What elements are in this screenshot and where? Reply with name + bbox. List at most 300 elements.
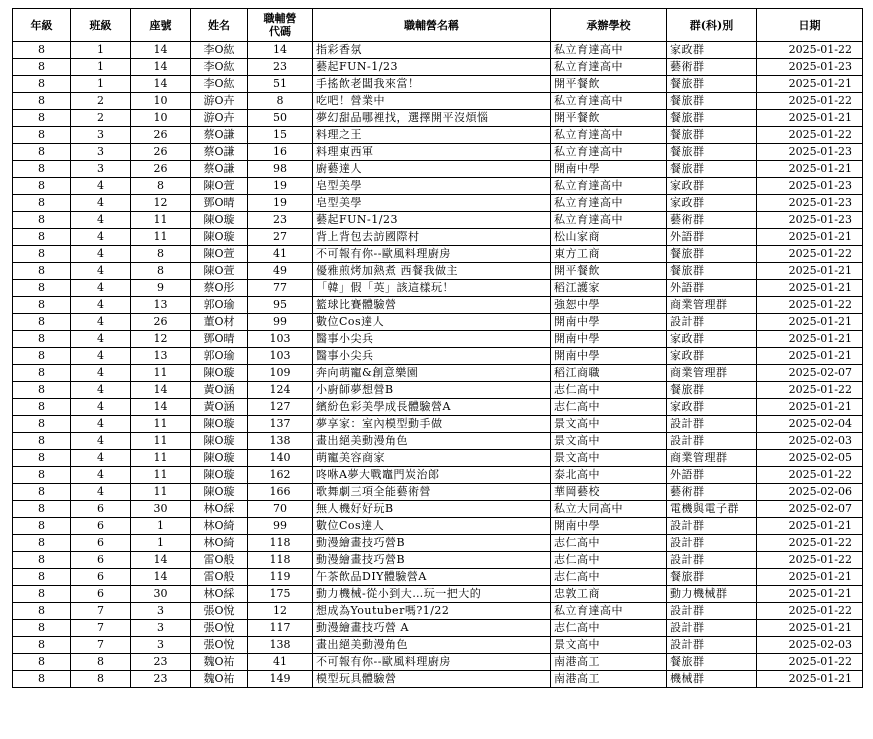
cell-camp-name: 動力機械-從小到大…玩一把大的 <box>313 586 551 603</box>
cell-grade: 8 <box>13 416 71 433</box>
table-row <box>13 110 863 127</box>
table-row <box>13 569 863 586</box>
cell-group: 設計群 <box>667 637 757 654</box>
cell-grade: 8 <box>13 552 71 569</box>
cell-name: 林O綵 <box>191 501 248 518</box>
cell-name: 林O綵 <box>191 586 248 603</box>
cell-date: 2025-01-21 <box>757 671 863 688</box>
cell-school: 忠敦工商 <box>551 586 667 603</box>
cell-camp-code: 137 <box>248 416 313 433</box>
cell-grade: 8 <box>13 654 71 671</box>
cell-group: 動力機械群 <box>667 586 757 603</box>
cell-school: 景文高中 <box>551 450 667 467</box>
header-camp-code-line: 職輔營 <box>263 12 297 25</box>
cell-camp-name: 小廚師夢想營B <box>313 382 551 399</box>
cell-camp-name: 不可報有你--歐風料理廚房 <box>313 246 551 263</box>
cell-date: 2025-01-22 <box>757 42 863 59</box>
cell-camp-code: 23 <box>248 212 313 229</box>
cell-camp-name: 歌舞劇三項全能藝術營 <box>313 484 551 501</box>
cell-date: 2025-01-22 <box>757 654 863 671</box>
table-body <box>13 42 863 688</box>
cell-grade: 8 <box>13 484 71 501</box>
cell-group: 外語群 <box>667 280 757 297</box>
cell-camp-name: 畫出絕美動漫角色 <box>313 433 551 450</box>
cell-camp-name: 藝起FUN-1/23 <box>313 212 551 229</box>
cell-class: 6 <box>71 552 131 569</box>
cell-seat: 30 <box>131 501 191 518</box>
cell-group: 機械群 <box>667 671 757 688</box>
cell-seat: 8 <box>131 178 191 195</box>
table-row <box>13 484 863 501</box>
cell-date: 2025-01-21 <box>757 280 863 297</box>
cell-camp-name: 動漫繪畫技巧營B <box>313 535 551 552</box>
table-row <box>13 603 863 620</box>
cell-date: 2025-01-21 <box>757 76 863 93</box>
cell-group: 電機與電子群 <box>667 501 757 518</box>
cell-grade: 8 <box>13 110 71 127</box>
cell-group: 設計群 <box>667 603 757 620</box>
table-row <box>13 501 863 518</box>
cell-class: 6 <box>71 586 131 603</box>
cell-school: 志仁高中 <box>551 552 667 569</box>
table-row <box>13 637 863 654</box>
cell-date: 2025-01-23 <box>757 195 863 212</box>
cell-date: 2025-02-05 <box>757 450 863 467</box>
cell-class: 4 <box>71 399 131 416</box>
cell-camp-code: 41 <box>248 654 313 671</box>
cell-name: 蔡O彤 <box>191 280 248 297</box>
header-grade: 年級 <box>13 9 71 42</box>
cell-name: 張O悅 <box>191 620 248 637</box>
cell-seat: 30 <box>131 586 191 603</box>
cell-class: 3 <box>71 161 131 178</box>
cell-grade: 8 <box>13 399 71 416</box>
cell-seat: 14 <box>131 59 191 76</box>
cell-grade: 8 <box>13 603 71 620</box>
cell-name: 蔡O謙 <box>191 144 248 161</box>
cell-grade: 8 <box>13 348 71 365</box>
cell-group: 設計群 <box>667 433 757 450</box>
cell-name: 雷O般 <box>191 569 248 586</box>
cell-class: 4 <box>71 433 131 450</box>
cell-date: 2025-01-22 <box>757 552 863 569</box>
cell-grade: 8 <box>13 263 71 280</box>
cell-grade: 8 <box>13 365 71 382</box>
cell-camp-code: 19 <box>248 195 313 212</box>
cell-camp-code: 41 <box>248 246 313 263</box>
cell-camp-name: 數位Cos達人 <box>313 518 551 535</box>
cell-class: 4 <box>71 348 131 365</box>
cell-seat: 3 <box>131 620 191 637</box>
cell-grade: 8 <box>13 93 71 110</box>
cell-grade: 8 <box>13 59 71 76</box>
table-row <box>13 671 863 688</box>
cell-date: 2025-01-23 <box>757 178 863 195</box>
header-school: 承辦學校 <box>551 9 667 42</box>
cell-class: 4 <box>71 263 131 280</box>
table-row <box>13 263 863 280</box>
cell-name: 鄧O晴 <box>191 331 248 348</box>
cell-grade: 8 <box>13 331 71 348</box>
cell-group: 餐旅群 <box>667 144 757 161</box>
cell-date: 2025-02-03 <box>757 433 863 450</box>
cell-grade: 8 <box>13 195 71 212</box>
cell-seat: 13 <box>131 348 191 365</box>
table-row <box>13 654 863 671</box>
cell-group: 餐旅群 <box>667 654 757 671</box>
cell-group: 餐旅群 <box>667 76 757 93</box>
table-row <box>13 552 863 569</box>
cell-date: 2025-01-21 <box>757 620 863 637</box>
cell-camp-name: 料理之王 <box>313 127 551 144</box>
cell-camp-name: 午茶飲品DIY體驗營A <box>313 569 551 586</box>
cell-school: 志仁高中 <box>551 620 667 637</box>
table-row <box>13 586 863 603</box>
cell-name: 林O綺 <box>191 535 248 552</box>
cell-date: 2025-01-22 <box>757 535 863 552</box>
cell-grade: 8 <box>13 671 71 688</box>
cell-grade: 8 <box>13 246 71 263</box>
cell-camp-code: 16 <box>248 144 313 161</box>
cell-camp-code: 98 <box>248 161 313 178</box>
cell-camp-code: 23 <box>248 59 313 76</box>
cell-grade: 8 <box>13 450 71 467</box>
cell-class: 4 <box>71 178 131 195</box>
table-row <box>13 348 863 365</box>
cell-grade: 8 <box>13 42 71 59</box>
cell-name: 陳O璇 <box>191 365 248 382</box>
cell-grade: 8 <box>13 620 71 637</box>
cell-class: 7 <box>71 603 131 620</box>
cell-school: 私立大同高中 <box>551 501 667 518</box>
cell-school: 開南中學 <box>551 314 667 331</box>
cell-name: 黃O涵 <box>191 399 248 416</box>
cell-camp-code: 119 <box>248 569 313 586</box>
cell-camp-code: 27 <box>248 229 313 246</box>
cell-class: 6 <box>71 501 131 518</box>
table-row <box>13 297 863 314</box>
cell-date: 2025-02-07 <box>757 365 863 382</box>
cell-name: 陳O萱 <box>191 246 248 263</box>
cell-name: 陳O萱 <box>191 178 248 195</box>
cell-camp-code: 118 <box>248 535 313 552</box>
cell-camp-code: 19 <box>248 178 313 195</box>
cell-group: 餐旅群 <box>667 246 757 263</box>
cell-camp-code: 99 <box>248 518 313 535</box>
cell-name: 陳O璇 <box>191 229 248 246</box>
cell-school: 開平餐飲 <box>551 76 667 93</box>
cell-name: 郭O瑜 <box>191 297 248 314</box>
cell-school: 稻江護家 <box>551 280 667 297</box>
cell-name: 郭O瑜 <box>191 348 248 365</box>
cell-date: 2025-01-22 <box>757 382 863 399</box>
cell-seat: 10 <box>131 110 191 127</box>
cell-date: 2025-01-21 <box>757 569 863 586</box>
cell-group: 家政群 <box>667 178 757 195</box>
cell-class: 4 <box>71 331 131 348</box>
table-row <box>13 246 863 263</box>
cell-grade: 8 <box>13 161 71 178</box>
cell-class: 1 <box>71 59 131 76</box>
cell-school: 私立育達高中 <box>551 603 667 620</box>
cell-camp-name: 指彩香氛 <box>313 42 551 59</box>
cell-camp-name: 夢幻甜品哪裡找，選擇開平沒煩惱 <box>313 110 551 127</box>
cell-grade: 8 <box>13 314 71 331</box>
cell-group: 餐旅群 <box>667 127 757 144</box>
table-row <box>13 178 863 195</box>
table-row <box>13 76 863 93</box>
cell-class: 4 <box>71 246 131 263</box>
cell-camp-name: 不可報有你--歐風料理廚房 <box>313 654 551 671</box>
cell-class: 1 <box>71 42 131 59</box>
cell-camp-name: 廚藝達人 <box>313 161 551 178</box>
cell-date: 2025-02-07 <box>757 501 863 518</box>
cell-class: 1 <box>71 76 131 93</box>
cell-group: 外語群 <box>667 229 757 246</box>
cell-camp-code: 103 <box>248 348 313 365</box>
cell-seat: 14 <box>131 42 191 59</box>
cell-group: 餐旅群 <box>667 161 757 178</box>
header-seat: 座號 <box>131 9 191 42</box>
cell-camp-code: 149 <box>248 671 313 688</box>
cell-group: 外語群 <box>667 467 757 484</box>
cell-seat: 11 <box>131 365 191 382</box>
header-camp-code <box>248 9 313 42</box>
table-row <box>13 195 863 212</box>
cell-school: 私立育達高中 <box>551 127 667 144</box>
cell-class: 4 <box>71 314 131 331</box>
cell-date: 2025-01-21 <box>757 348 863 365</box>
cell-grade: 8 <box>13 229 71 246</box>
cell-name: 李O紘 <box>191 59 248 76</box>
cell-name: 游O卉 <box>191 110 248 127</box>
cell-school: 私立育達高中 <box>551 93 667 110</box>
cell-camp-code: 99 <box>248 314 313 331</box>
cell-grade: 8 <box>13 127 71 144</box>
cell-grade: 8 <box>13 535 71 552</box>
cell-school: 開南中學 <box>551 331 667 348</box>
cell-grade: 8 <box>13 178 71 195</box>
cell-camp-name: 皂型美學 <box>313 178 551 195</box>
cell-school: 私立育達高中 <box>551 144 667 161</box>
cell-seat: 23 <box>131 671 191 688</box>
cell-camp-code: 14 <box>248 42 313 59</box>
cell-grade: 8 <box>13 518 71 535</box>
cell-school: 稻江商職 <box>551 365 667 382</box>
cell-date: 2025-01-21 <box>757 331 863 348</box>
cell-camp-code: 162 <box>248 467 313 484</box>
cell-name: 魏O祐 <box>191 654 248 671</box>
cell-camp-code: 124 <box>248 382 313 399</box>
cell-seat: 9 <box>131 280 191 297</box>
cell-camp-name: 背上背包去訪國際村 <box>313 229 551 246</box>
cell-date: 2025-01-21 <box>757 399 863 416</box>
table-row <box>13 535 863 552</box>
cell-camp-name: 想成為Youtuber嗎?1/22 <box>313 603 551 620</box>
cell-name: 蔡O謙 <box>191 127 248 144</box>
cell-school: 景文高中 <box>551 433 667 450</box>
cell-name: 鄧O晴 <box>191 195 248 212</box>
cell-seat: 11 <box>131 229 191 246</box>
cell-seat: 1 <box>131 518 191 535</box>
cell-camp-code: 8 <box>248 93 313 110</box>
cell-school: 私立育達高中 <box>551 212 667 229</box>
cell-group: 藝術群 <box>667 484 757 501</box>
cell-group: 設計群 <box>667 314 757 331</box>
cell-camp-code: 77 <box>248 280 313 297</box>
table-row <box>13 42 863 59</box>
cell-seat: 14 <box>131 569 191 586</box>
cell-camp-name: 無人機好好玩B <box>313 501 551 518</box>
cell-group: 餐旅群 <box>667 382 757 399</box>
cell-date: 2025-02-03 <box>757 637 863 654</box>
header-camp-name: 職輔營名稱 <box>313 9 551 42</box>
table-row <box>13 314 863 331</box>
cell-grade: 8 <box>13 144 71 161</box>
cell-class: 4 <box>71 365 131 382</box>
cell-name: 陳O璇 <box>191 416 248 433</box>
table-row <box>13 382 863 399</box>
cell-camp-name: 籃球比賽體驗營 <box>313 297 551 314</box>
cell-seat: 14 <box>131 552 191 569</box>
cell-class: 7 <box>71 620 131 637</box>
table-row <box>13 450 863 467</box>
cell-class: 8 <box>71 654 131 671</box>
cell-class: 3 <box>71 144 131 161</box>
cell-class: 6 <box>71 569 131 586</box>
table-row <box>13 229 863 246</box>
header-name: 姓名 <box>191 9 248 42</box>
cell-seat: 3 <box>131 637 191 654</box>
cell-grade: 8 <box>13 586 71 603</box>
cell-date: 2025-01-23 <box>757 144 863 161</box>
cell-seat: 12 <box>131 331 191 348</box>
table-row <box>13 331 863 348</box>
cell-name: 李O紘 <box>191 42 248 59</box>
cell-camp-name: 畫出絕美動漫角色 <box>313 637 551 654</box>
header-camp-code-line: 代碼 <box>269 25 291 38</box>
cell-group: 家政群 <box>667 331 757 348</box>
cell-grade: 8 <box>13 76 71 93</box>
cell-name: 游O卉 <box>191 93 248 110</box>
cell-school: 志仁高中 <box>551 569 667 586</box>
cell-school: 景文高中 <box>551 637 667 654</box>
cell-seat: 14 <box>131 399 191 416</box>
cell-camp-name: 模型玩具體驗營 <box>313 671 551 688</box>
cell-camp-name: 動漫繪畫技巧營B <box>313 552 551 569</box>
cell-camp-name: 數位Cos達人 <box>313 314 551 331</box>
cell-class: 4 <box>71 382 131 399</box>
cell-camp-name: 醫事小尖兵 <box>313 348 551 365</box>
cell-grade: 8 <box>13 297 71 314</box>
cell-name: 張O悅 <box>191 603 248 620</box>
cell-name: 林O綺 <box>191 518 248 535</box>
cell-group: 設計群 <box>667 552 757 569</box>
table-row <box>13 59 863 76</box>
cell-group: 家政群 <box>667 42 757 59</box>
cell-class: 4 <box>71 212 131 229</box>
cell-camp-name: 動漫繪畫技巧營 A <box>313 620 551 637</box>
cell-seat: 13 <box>131 297 191 314</box>
cell-date: 2025-02-06 <box>757 484 863 501</box>
cell-seat: 3 <box>131 603 191 620</box>
cell-camp-name: 料理東西軍 <box>313 144 551 161</box>
cell-seat: 11 <box>131 467 191 484</box>
cell-seat: 26 <box>131 144 191 161</box>
cell-camp-name: 咚咻A夢大戰竈門炭治郎 <box>313 467 551 484</box>
cell-seat: 14 <box>131 76 191 93</box>
cell-seat: 11 <box>131 450 191 467</box>
cell-grade: 8 <box>13 433 71 450</box>
camp-registration-table <box>12 8 863 688</box>
cell-school: 泰北高中 <box>551 467 667 484</box>
cell-name: 董O材 <box>191 314 248 331</box>
cell-camp-code: 12 <box>248 603 313 620</box>
cell-group: 商業管理群 <box>667 365 757 382</box>
cell-camp-name: 藝起FUN-1/23 <box>313 59 551 76</box>
cell-school: 志仁高中 <box>551 535 667 552</box>
cell-class: 4 <box>71 297 131 314</box>
header-group: 群(科)別 <box>667 9 757 42</box>
cell-class: 8 <box>71 671 131 688</box>
cell-seat: 1 <box>131 535 191 552</box>
cell-group: 家政群 <box>667 399 757 416</box>
cell-camp-name: 夢享家：室內模型動手做 <box>313 416 551 433</box>
cell-group: 餐旅群 <box>667 110 757 127</box>
cell-seat: 14 <box>131 382 191 399</box>
table-row <box>13 467 863 484</box>
table-row <box>13 399 863 416</box>
cell-camp-code: 117 <box>248 620 313 637</box>
cell-class: 4 <box>71 450 131 467</box>
cell-camp-code: 109 <box>248 365 313 382</box>
cell-school: 景文高中 <box>551 416 667 433</box>
cell-school: 開南中學 <box>551 348 667 365</box>
cell-school: 私立育達高中 <box>551 42 667 59</box>
cell-school: 東方工商 <box>551 246 667 263</box>
cell-camp-name: 奔向萌寵&創意樂園 <box>313 365 551 382</box>
cell-camp-code: 103 <box>248 331 313 348</box>
cell-school: 私立育達高中 <box>551 178 667 195</box>
cell-class: 4 <box>71 195 131 212</box>
cell-seat: 26 <box>131 127 191 144</box>
cell-grade: 8 <box>13 467 71 484</box>
cell-grade: 8 <box>13 637 71 654</box>
cell-date: 2025-01-21 <box>757 586 863 603</box>
cell-class: 4 <box>71 484 131 501</box>
cell-group: 餐旅群 <box>667 263 757 280</box>
cell-grade: 8 <box>13 501 71 518</box>
header-row <box>13 9 863 42</box>
cell-group: 商業管理群 <box>667 297 757 314</box>
cell-school: 志仁高中 <box>551 382 667 399</box>
cell-school: 南港高工 <box>551 671 667 688</box>
cell-camp-code: 138 <box>248 433 313 450</box>
cell-date: 2025-01-22 <box>757 127 863 144</box>
cell-camp-code: 49 <box>248 263 313 280</box>
table-row <box>13 144 863 161</box>
cell-grade: 8 <box>13 569 71 586</box>
cell-school: 松山家商 <box>551 229 667 246</box>
cell-name: 陳O萱 <box>191 263 248 280</box>
cell-school: 華岡藝校 <box>551 484 667 501</box>
cell-name: 陳O璇 <box>191 484 248 501</box>
cell-seat: 11 <box>131 212 191 229</box>
table-row <box>13 620 863 637</box>
cell-group: 設計群 <box>667 620 757 637</box>
cell-grade: 8 <box>13 382 71 399</box>
cell-camp-code: 15 <box>248 127 313 144</box>
